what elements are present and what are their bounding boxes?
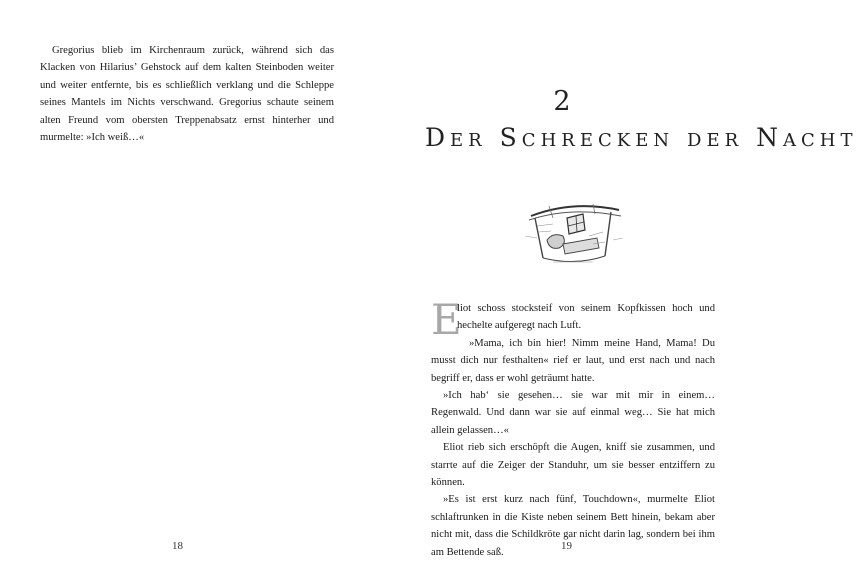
chapter-illustration	[523, 196, 625, 272]
right-paragraph: »Es ist erst kurz nach fünf, Touchdown«, murmelte Eliot schlaftrunken in die Kiste neben seinem Bett hinein, bekam aber nicht mit, dass die Schildkröte gar nicht darin lag, sondern bei ihm am Bettende saß.	[431, 494, 715, 558]
left-paragraph: Gregorius blieb im Kirchenraum zurück, während sich das Klacken von Hilarius’ Gehstock auf dem kalten Steinboden weiter und weiter entfernte, bis es schließlich verklang und die Schleppe seines Mantels im Nichts verschwand. Gregorius schaute seinem alten Freund vom obersten Treppenabsatz ernst hinterher und murmelte: »Ich weiß…«	[40, 45, 334, 144]
right-paragraph: Eliot rieb sich erschöpft die Augen, kniff sie zusammen, und starrte auf die Zeiger der Standuhr, um sie besser entziffern zu können.	[431, 442, 715, 489]
right-paragraph: »Ich hab‘ sie gesehen… sie war mit mir in einem… Regenwald. Und dann war sie auf einmal weg… Sie hat mich allein gelassen…«	[431, 390, 715, 436]
right-paragraph-text: liot schoss stocksteif von seinem Kopfkissen hoch und hechelte aufgeregt nach Luft.	[457, 303, 715, 332]
chapter-title: Der Schrecken der Nacht	[425, 123, 857, 152]
right-page	[375, 0, 857, 570]
right-paragraph: »Mama, ich bin hier! Nimm meine Hand, Mama! Du musst dich nur festhalten« rief er laut, und erst nach und nach begriff er, dass er wohl geträumt hatte.	[431, 337, 715, 384]
right-body-text	[431, 295, 715, 561]
drop-cap: E	[431, 295, 462, 344]
page-number-left: 18	[172, 540, 183, 552]
chapter-number: 2	[553, 86, 572, 117]
right-paragraph	[431, 295, 715, 344]
left-body-text	[40, 42, 334, 146]
page-number-right: 19	[561, 540, 572, 552]
left-page	[0, 0, 375, 570]
